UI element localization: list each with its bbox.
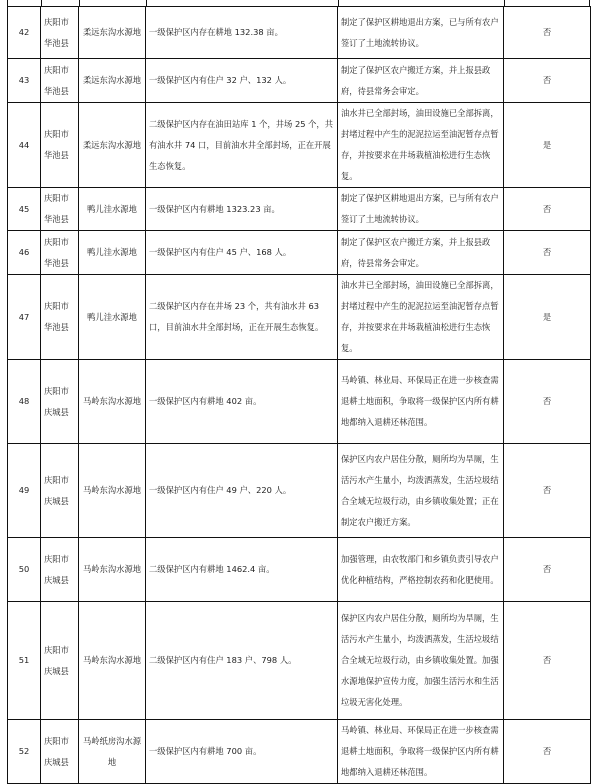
row-location: 庆阳市华池县 — [41, 7, 79, 59]
row-water-source: 马岭东沟水源地 — [79, 602, 146, 720]
row-water-source: 柔远东沟水源地 — [79, 59, 146, 103]
table-row — [8, 59, 591, 103]
row-number: 50 — [8, 538, 41, 602]
row-water-source: 马岭东沟水源地 — [79, 538, 146, 602]
table-row — [8, 538, 591, 602]
row-rectification-plan: 制定了保护区农户搬迁方案，并上报县政府，待县常务会审定。 — [338, 231, 504, 275]
table-row — [8, 188, 591, 231]
row-location: 庆阳市庆城县 — [41, 538, 79, 602]
row-location: 庆阳市华池县 — [41, 103, 79, 188]
row-issue: 一级保护区内有住户 45 户、168 人。 — [146, 231, 338, 275]
row-number: 44 — [8, 103, 41, 188]
row-rectification-plan: 马岭镇、林业局、环保局正在进一步核查需退耕土地面积，争取将一级保护区内所有耕地都纳入退耕还林范围。 — [338, 360, 504, 444]
row-flag: 否 — [504, 602, 591, 720]
row-location: 庆阳市庆城县 — [41, 360, 79, 444]
row-rectification-plan: 制定了保护区耕地退出方案，已与所有农户签订了土地流转协议。 — [338, 7, 504, 59]
row-issue: 一级保护区内有耕地 402 亩。 — [146, 360, 338, 444]
row-issue: 二级保护区内存在油田站库 1 个，井场 25 个，共有油水井 74 口，目前油水井全部封场，正在开展生态恢复。 — [146, 103, 338, 188]
row-issue: 一级保护区内存在耕地 132.38 亩。 — [146, 7, 338, 59]
row-number: 47 — [8, 275, 41, 360]
row-flag: 否 — [504, 231, 591, 275]
row-location: 庆阳市庆城县 — [41, 444, 79, 538]
row-rectification-plan: 保护区内农户居住分散，厕所均为旱厕，生活污水产生量小，均泼洒蒸发，生活垃圾结合全域无垃圾行动，由乡镇收集处置。加强水源地保护宣传力度，加强生活污水和生活垃圾无害化处理。 — [338, 602, 504, 720]
row-flag: 否 — [504, 59, 591, 103]
row-flag: 否 — [504, 444, 591, 538]
table-body — [8, 7, 591, 784]
table-row — [8, 103, 591, 188]
row-location: 庆阳市庆城县 — [41, 720, 79, 784]
row-issue: 一级保护区内有住户 32 户、132 人。 — [146, 59, 338, 103]
row-flag: 否 — [504, 360, 591, 444]
table-row — [8, 602, 591, 720]
row-flag: 否 — [504, 188, 591, 231]
table-row — [8, 231, 591, 275]
row-water-source: 鸭儿洼水源地 — [79, 188, 146, 231]
row-issue: 一级保护区内有耕地 700 亩。 — [146, 720, 338, 784]
row-flag: 是 — [504, 275, 591, 360]
row-issue: 二级保护区内存在井场 23 个，共有油水井 63 口，目前油水井全部封场，正在开展生态恢复。 — [146, 275, 338, 360]
row-number: 52 — [8, 720, 41, 784]
row-location: 庆阳市华池县 — [41, 275, 79, 360]
row-flag: 是 — [504, 103, 591, 188]
water-source-issue-table — [7, 6, 591, 784]
row-rectification-plan: 油水井已全部封场，油田设施已全部拆离，封堵过程中产生的泥泥拉运至油泥暂存点暂存，并按要求在井场栽植油松进行生态恢复。 — [338, 103, 504, 188]
row-rectification-plan: 马岭镇、林业局、环保局正在进一步核查需退耕土地面积，争取将一级保护区内所有耕地都纳入退耕还林范围。 — [338, 720, 504, 784]
row-location: 庆阳市华池县 — [41, 231, 79, 275]
row-water-source: 柔远东沟水源地 — [79, 7, 146, 59]
row-rectification-plan: 油水井已全部封场，油田设施已全部拆离，封堵过程中产生的泥泥拉运至油泥暂存点暂存，并按要求在井场栽植油松进行生态恢复。 — [338, 275, 504, 360]
row-water-source: 柔远东沟水源地 — [79, 103, 146, 188]
row-number: 48 — [8, 360, 41, 444]
row-number: 42 — [8, 7, 41, 59]
row-issue: 二级保护区内有耕地 1462.4 亩。 — [146, 538, 338, 602]
row-water-source: 马岭东沟水源地 — [79, 444, 146, 538]
row-issue: 一级保护区内有耕地 1323.23 亩。 — [146, 188, 338, 231]
row-location: 庆阳市华池县 — [41, 59, 79, 103]
row-rectification-plan: 加强管理，由农牧部门和乡镇负责引导农户优化种植结构，严格控制农药和化肥使用。 — [338, 538, 504, 602]
table-row — [8, 275, 591, 360]
table-row — [8, 720, 591, 784]
table-row — [8, 360, 591, 444]
table-row — [8, 7, 591, 59]
row-flag: 否 — [504, 7, 591, 59]
row-location: 庆阳市华池县 — [41, 188, 79, 231]
row-water-source: 鸭儿洼水源地 — [79, 275, 146, 360]
row-water-source: 鸭儿洼水源地 — [79, 231, 146, 275]
row-number: 51 — [8, 602, 41, 720]
row-flag: 否 — [504, 720, 591, 784]
row-issue: 二级保护区内有住户 183 户、798 人。 — [146, 602, 338, 720]
row-rectification-plan: 制定了保护区耕地退出方案，已与所有农户签订了土地流转协议。 — [338, 188, 504, 231]
row-issue: 一级保护区内有住户 49 户、220 人。 — [146, 444, 338, 538]
row-location: 庆阳市庆城县 — [41, 602, 79, 720]
row-number: 49 — [8, 444, 41, 538]
row-number: 46 — [8, 231, 41, 275]
row-water-source: 马岭东沟水源地 — [79, 360, 146, 444]
table-row — [8, 444, 591, 538]
row-number: 43 — [8, 59, 41, 103]
row-number: 45 — [8, 188, 41, 231]
row-flag: 否 — [504, 538, 591, 602]
row-water-source: 马岭纸房沟水源地 — [79, 720, 146, 784]
row-rectification-plan: 保护区内农户居住分散，厕所均为旱厕，生活污水产生量小，均泼洒蒸发，生活垃圾结合全域无垃圾行动，由乡镇收集处置；正在制定农户搬迁方案。 — [338, 444, 504, 538]
row-rectification-plan: 制定了保护区农户搬迁方案，并上报县政府，待县常务会审定。 — [338, 59, 504, 103]
